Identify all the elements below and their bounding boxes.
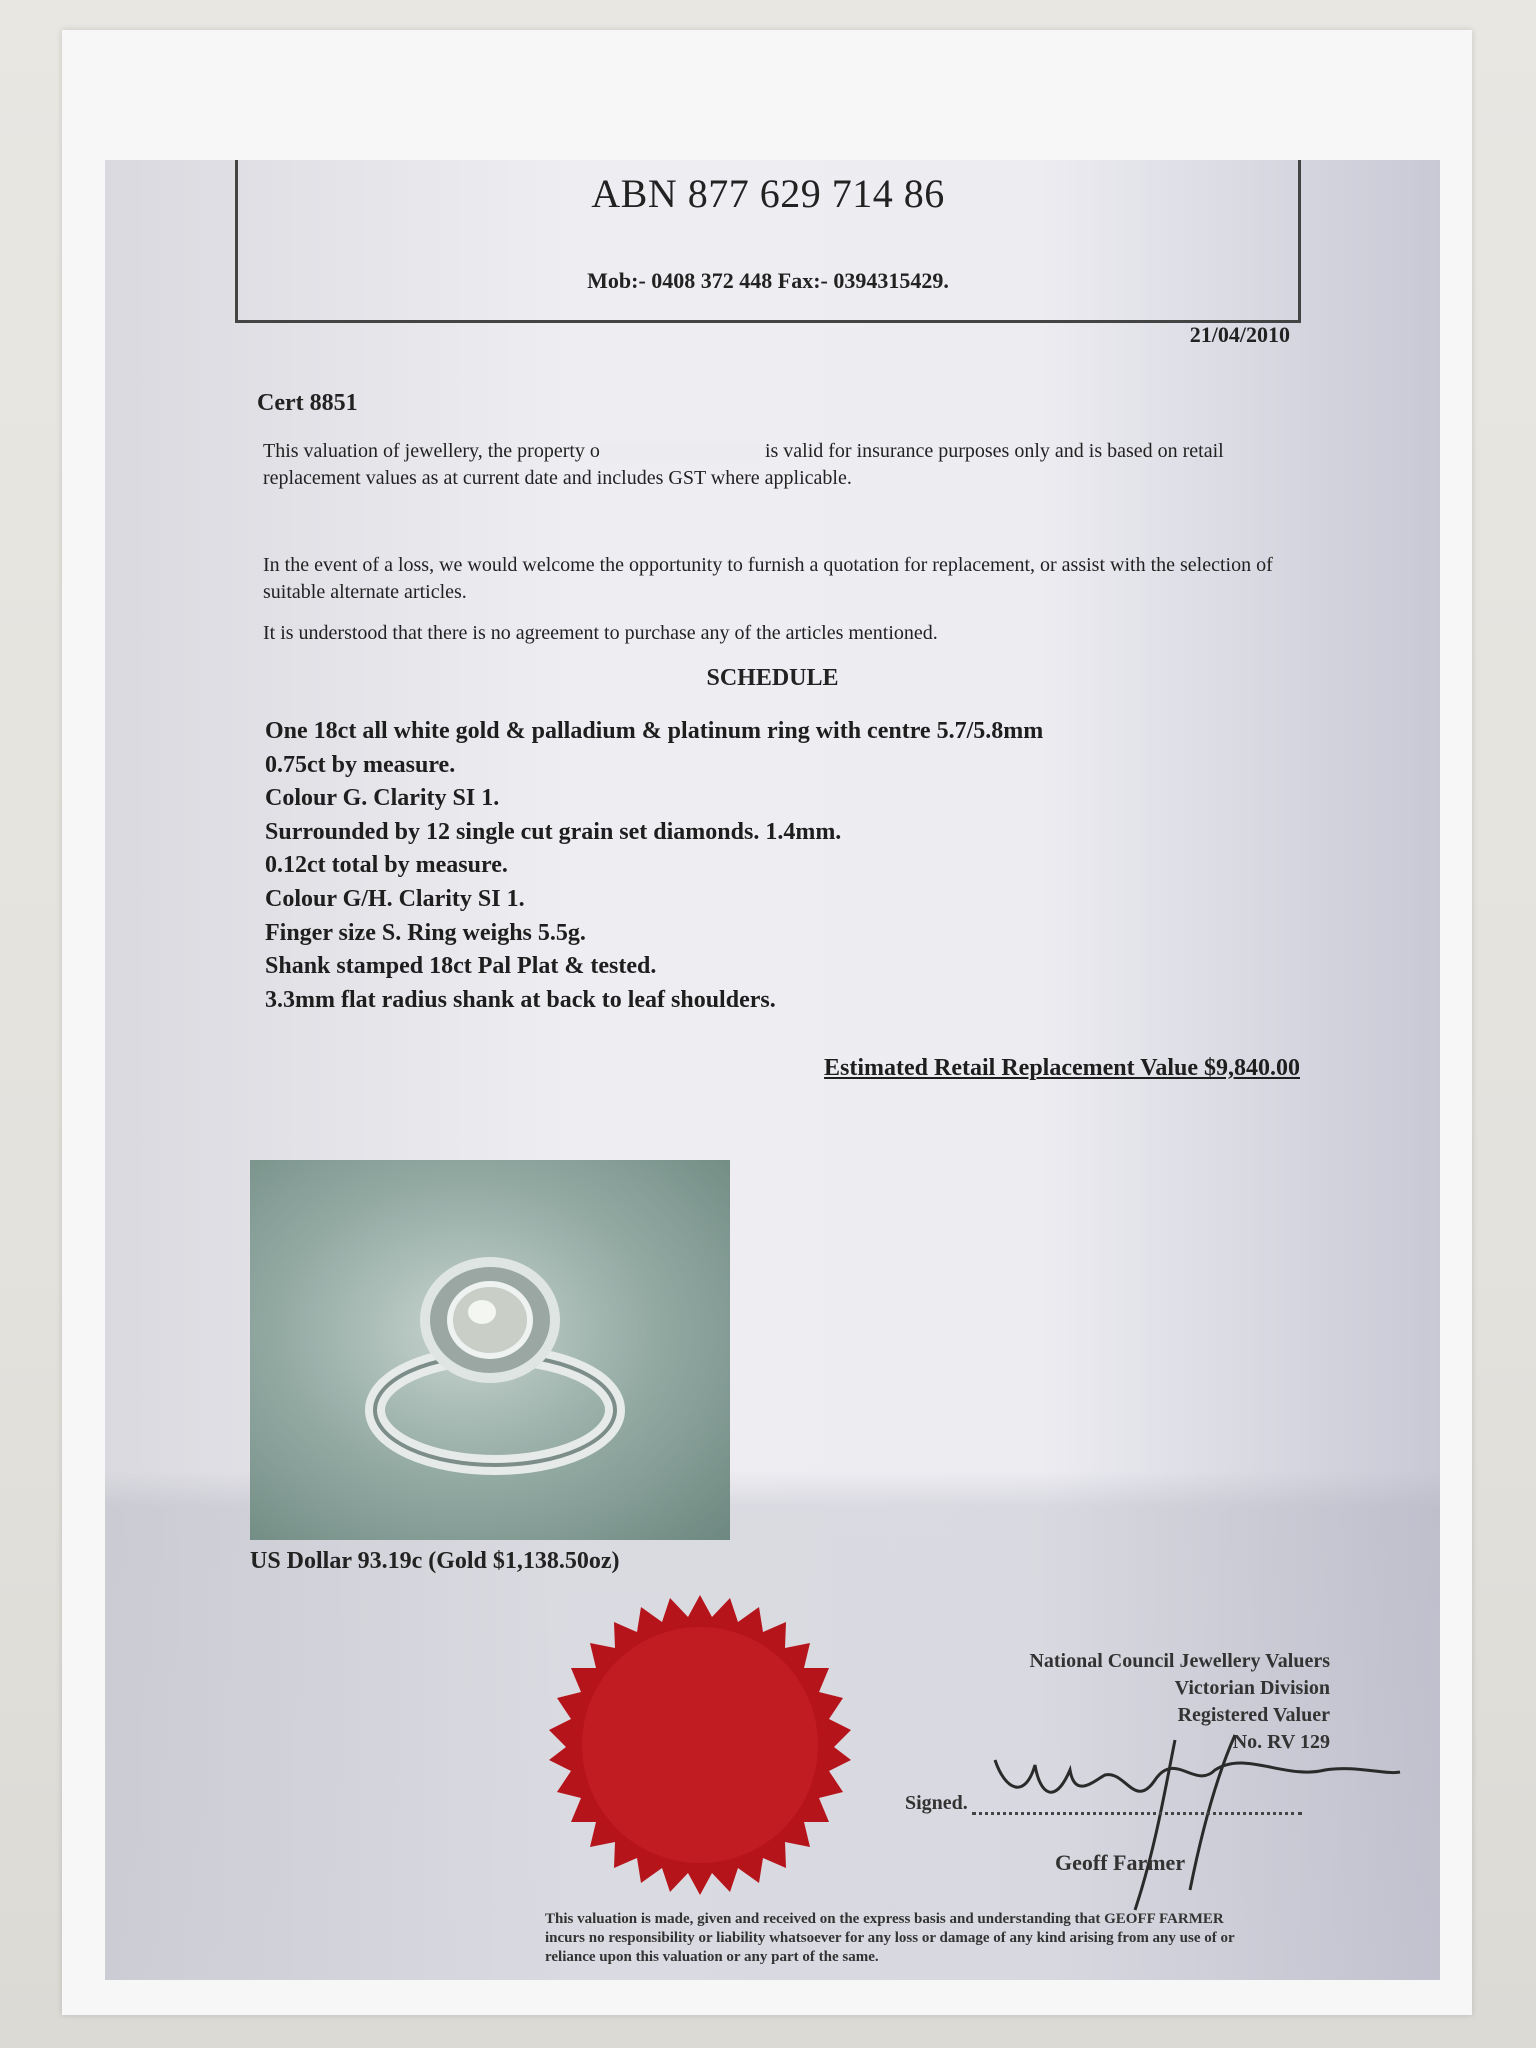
seal-icon (545, 1590, 855, 1900)
letterhead-box (235, 160, 1301, 323)
valuer-line: Victorian Division (1174, 1677, 1330, 1699)
schedule-line: 0.75ct by measure. (265, 751, 456, 778)
ring-illustration (250, 1160, 730, 1540)
intro-text-before: This valuation of jewellery, the property o (263, 440, 600, 462)
valuer-line: No. RV 129 (1232, 1731, 1330, 1753)
wax-seal (545, 1590, 855, 1900)
contact-numbers: Mob:- 0408 372 448 Fax:- 0394315429. (587, 268, 949, 293)
abn-number: ABN 877 629 714 86 (591, 171, 945, 216)
schedule-line: Surrounded by 12 single cut grain set diamonds. 1.4mm. (265, 818, 842, 845)
schedule-line: One 18ct all white gold & palladium & platinum ring with centre 5.7/5.8mm (265, 718, 1044, 744)
schedule-line: Colour G. Clarity SI 1. (265, 785, 500, 812)
signature-dots (972, 1812, 1302, 1815)
estimated-value: Estimated Retail Replacement Value $9,840.00 (824, 1055, 1300, 1081)
intro-paragraph-2: In the event of a loss, we would welcome the opportunity to furnish a quotation for replacement, or assist with the selection of suitable alternate articles. (263, 554, 1273, 603)
certificate-number: Cert 8851 (257, 390, 358, 416)
schedule-line: 0.12ct total by measure. (265, 852, 508, 879)
schedule-heading: SCHEDULE (706, 665, 839, 691)
schedule-line: 3.3mm flat radius shank at back to leaf shoulders. (265, 986, 776, 1013)
signed-label: Signed. (905, 1792, 968, 1814)
schedule-line: Colour G/H. Clarity SI 1. (265, 885, 525, 912)
valuer-line: Registered Valuer (1177, 1704, 1330, 1726)
intro-paragraph-3: It is understood that there is no agreement to purchase any of the articles mentioned. (263, 622, 938, 644)
redacted-name (600, 443, 760, 461)
disclaimer-text: This valuation is made, given and received on the express basis and understanding that GEOFF FARMER incurs no responsibility or liability whatsoever for any loss or damage of any kind arising from any use of or reliance upon this valuation or any part of the same. (545, 1911, 1235, 1965)
ring-photo (250, 1160, 730, 1540)
certificate-date: 21/04/2010 (1189, 322, 1290, 347)
signer-name: Geoff Farmer (1055, 1850, 1186, 1875)
valuer-line: National Council Jewellery Valuers (1029, 1650, 1330, 1672)
schedule-line: Finger size S. Ring weighs 5.5g. (265, 919, 586, 946)
intro-text-after: is valid for insurance purposes only and is based on retail replacement values as at current date and includes GST where applicable. (263, 440, 1224, 489)
gold-rate: US Dollar 93.19c (Gold $1,138.50oz) (250, 1548, 620, 1574)
intro-paragraph-1 (263, 438, 1283, 492)
signed-line (905, 1792, 1302, 1815)
valuation-certificate (105, 160, 1440, 1980)
handwritten-signature (985, 1720, 1405, 1920)
schedule-line: Shank stamped 18ct Pal Plat & tested. (265, 953, 657, 980)
schedule-list (265, 715, 1265, 1017)
